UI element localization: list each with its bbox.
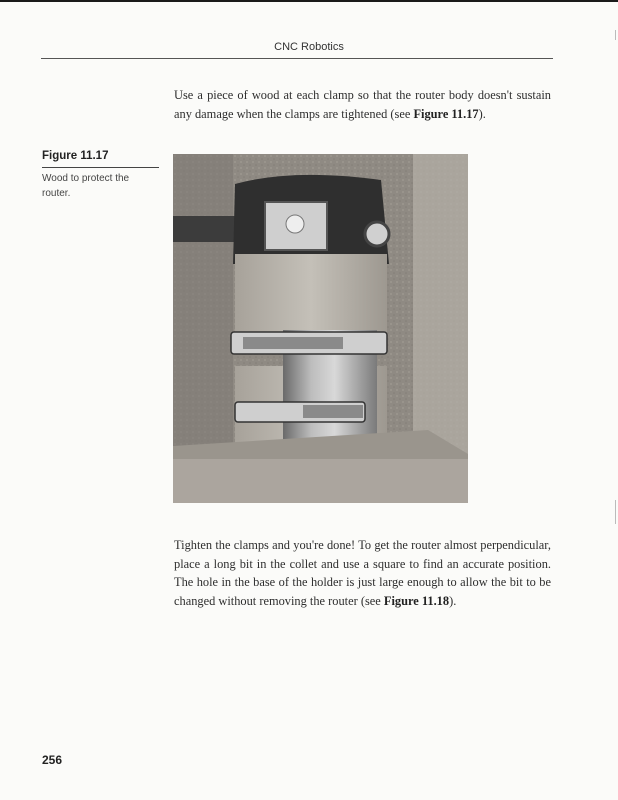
top-border	[0, 0, 618, 2]
paragraph-2-text: Tighten the clamps and you're done! To get the router almost perpendicular, place a long bit in the collet and use a square to find an accurate position. The hole in the base of the holder is just large enough to allow the bit to be changed without removing the router (see	[174, 538, 551, 608]
paragraph-1-tail: ).	[478, 106, 486, 121]
scan-edge-mark	[615, 500, 616, 524]
page-number: 256	[42, 753, 63, 767]
body-paragraph-1	[174, 86, 551, 123]
hose-clamp-upper	[231, 332, 387, 354]
paragraph-2-tail: ).	[449, 593, 457, 608]
cable	[173, 216, 243, 242]
figure-reference-11-17: Figure 11.17	[413, 106, 479, 121]
figure-photo	[173, 154, 468, 503]
figure-reference-11-18: Figure 11.18	[383, 593, 450, 608]
hose-clamp-lower	[235, 402, 365, 422]
caption-rule	[42, 167, 159, 168]
body-paragraph-2	[174, 536, 551, 610]
paragraph-1-text: Use a piece of wood at each clamp so that the router body doesn't sustain any damage when the clamps are tightened (see	[174, 88, 551, 121]
router-body	[233, 175, 389, 264]
figure-label: Figure 11.17	[42, 150, 109, 162]
running-header: CNC Robotics	[274, 41, 344, 53]
figure-caption: Wood to protect the router.	[42, 173, 130, 199]
header-rule	[41, 58, 553, 59]
scan-edge-mark	[615, 30, 616, 40]
